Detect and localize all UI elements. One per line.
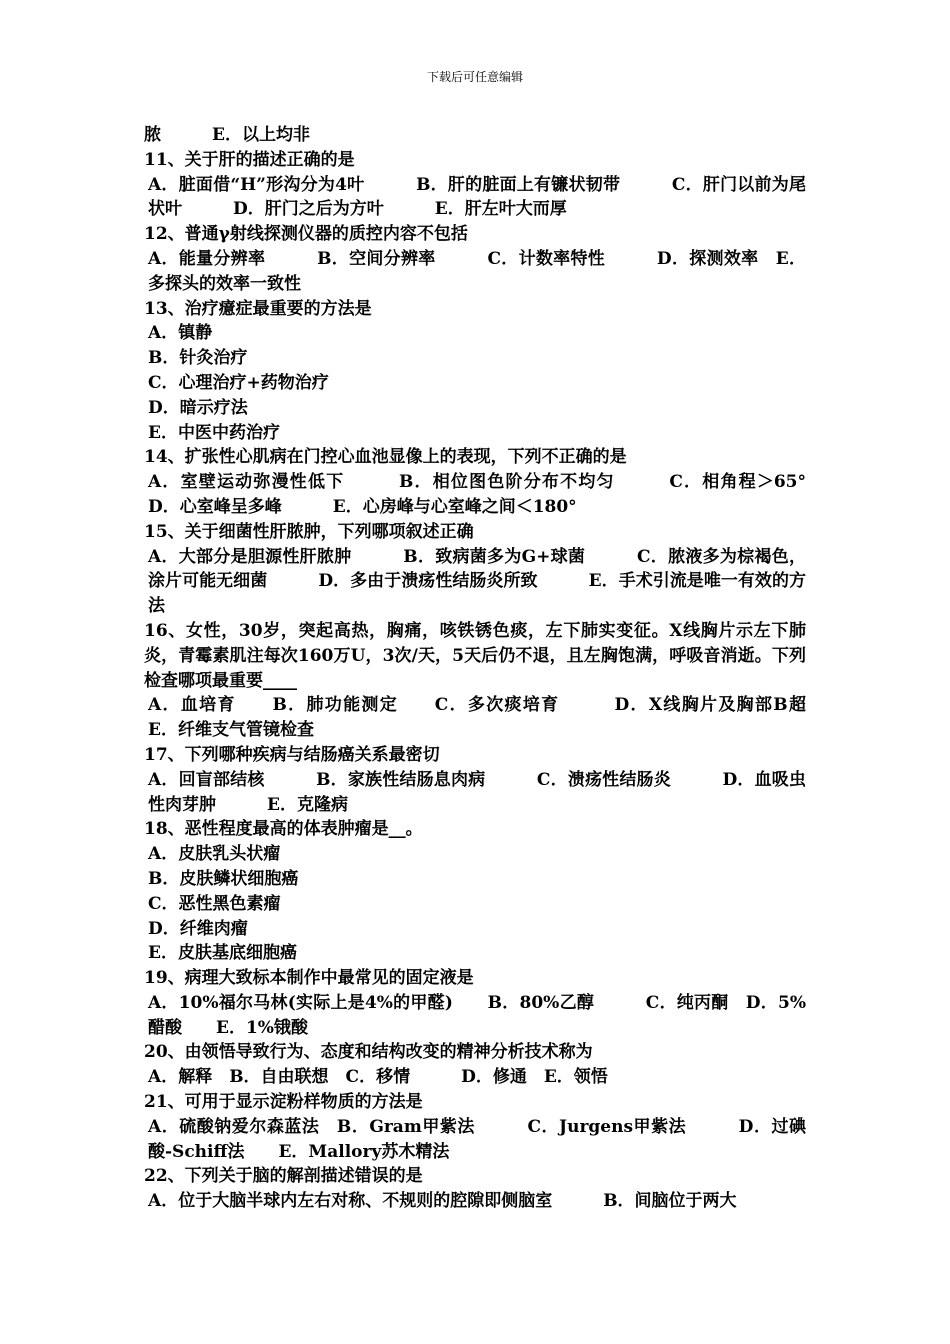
answer-options: A．10%福尔马林(实际上是4%的甲醛) B．80%乙醇 C．纯丙酮 D．5%醋酸 E．1%锇酸 (148, 992, 806, 1038)
answer-options: A．能量分辨率 B．空间分辨率 C．计数率特性 D．探测效率 E．多探头的效率一致性 (148, 248, 806, 294)
question-text: 15、关于细菌性肝脓肿，下列哪项叙述正确 (144, 521, 474, 542)
question-text: 13、治疗癔症最重要的方法是 (144, 298, 372, 319)
answer-options: A．皮肤乳头状瘤 (148, 844, 281, 865)
question-text: 12、普通γ射线探测仪器的质控内容不包括 (144, 224, 468, 245)
answer-options: D．纤维肉瘤 (148, 918, 248, 939)
question-text: 18、恶性程度最高的体表肿瘤是__。 (144, 819, 423, 840)
answer-options: A．大部分是胆源性肝脓肿 B．致病菌多为G+球菌 C．脓液多为棕褐色，涂片可能无细菌 D．多由于溃疡性结肠炎所致 E．手术引流是唯一有效的方法 (148, 546, 806, 617)
answer-options: A．回盲部结核 B．家族性结肠息肉病 C．溃疡性结肠炎 D．血吸虫性肉芽肿 E．克隆病 (148, 769, 806, 815)
answer-options: B．皮肤鳞状细胞癌 (148, 868, 299, 889)
answer-options: E．皮肤基底细胞癌 (148, 943, 297, 964)
answer-options: A．解释 B．自由联想 C．移情 D．修通 E．领悟 (148, 1067, 608, 1088)
answer-options: A．镇静 (148, 323, 213, 344)
answer-options: A．位于大脑半球内左右对称、不规则的腔隙即侧脑室 B．间脑位于两大 (148, 1191, 737, 1212)
question-text: 20、由领悟导致行为、态度和结构改变的精神分析技术称为 (144, 1042, 593, 1063)
document-body (144, 123, 840, 1214)
answer-options: C．恶性黑色素瘤 (148, 893, 281, 914)
answer-options: C．心理治疗+药物治疗 (148, 372, 329, 393)
answer-options: B．针灸治疗 (148, 348, 248, 369)
question-text: 19、病理大致标本制作中最常见的固定液是 (144, 968, 474, 989)
question-text: 16、女性，30岁，突起高热，胸痛，咳铁锈色痰，左下肺实变征。X线胸片示左下肺炎，青霉素肌注每次160万U，3次/天，5天后仍不退，且左胸饱满，呼吸音消逝。下列检查哪项最重要____ (144, 620, 806, 691)
question-text: 脓 E．以上均非 (144, 125, 310, 145)
answer-options: A．硫酸钠爱尔森蓝法 B．Gram甲紫法 C．Jurgens甲紫法 D．过碘酸-Schiff法 E．Mallory苏木精法 (148, 1116, 806, 1162)
question-text: 21、可用于显示淀粉样物质的方法是 (144, 1092, 423, 1113)
answer-options: A．室壁运动弥漫性低下 B．相位图色阶分布不均匀 C．相角程＞65° D．心室峰呈多峰 E．心房峰与心室峰之间＜180° (148, 472, 823, 517)
question-text: 11、关于肝的描述正确的是 (144, 149, 355, 170)
question-text: 14、扩张性心肌病在门控心血池显像上的表现，下列不正确的是 (144, 447, 627, 468)
page-header: 下载后可任意编辑 (426, 70, 523, 84)
answer-options: E．中医中药治疗 (148, 422, 280, 443)
question-text: 22、下列关于脑的解剖描述错误的是 (144, 1166, 423, 1187)
answer-options: A．脏面借“H”形沟分为4叶 B．肝的脏面上有镰状韧带 C．肝门以前为尾状叶 D．肝门之后为方叶 E．肝左叶大而厚 (148, 174, 806, 220)
answer-options: A．血培育 B．肺功能测定 C．多次痰培育 D．X线胸片及胸部B超 E．纤维支气管镜检查 (148, 695, 840, 741)
answer-options: D．暗示疗法 (148, 397, 248, 418)
question-text: 17、下列哪种疾病与结肠癌关系最密切 (144, 744, 440, 765)
